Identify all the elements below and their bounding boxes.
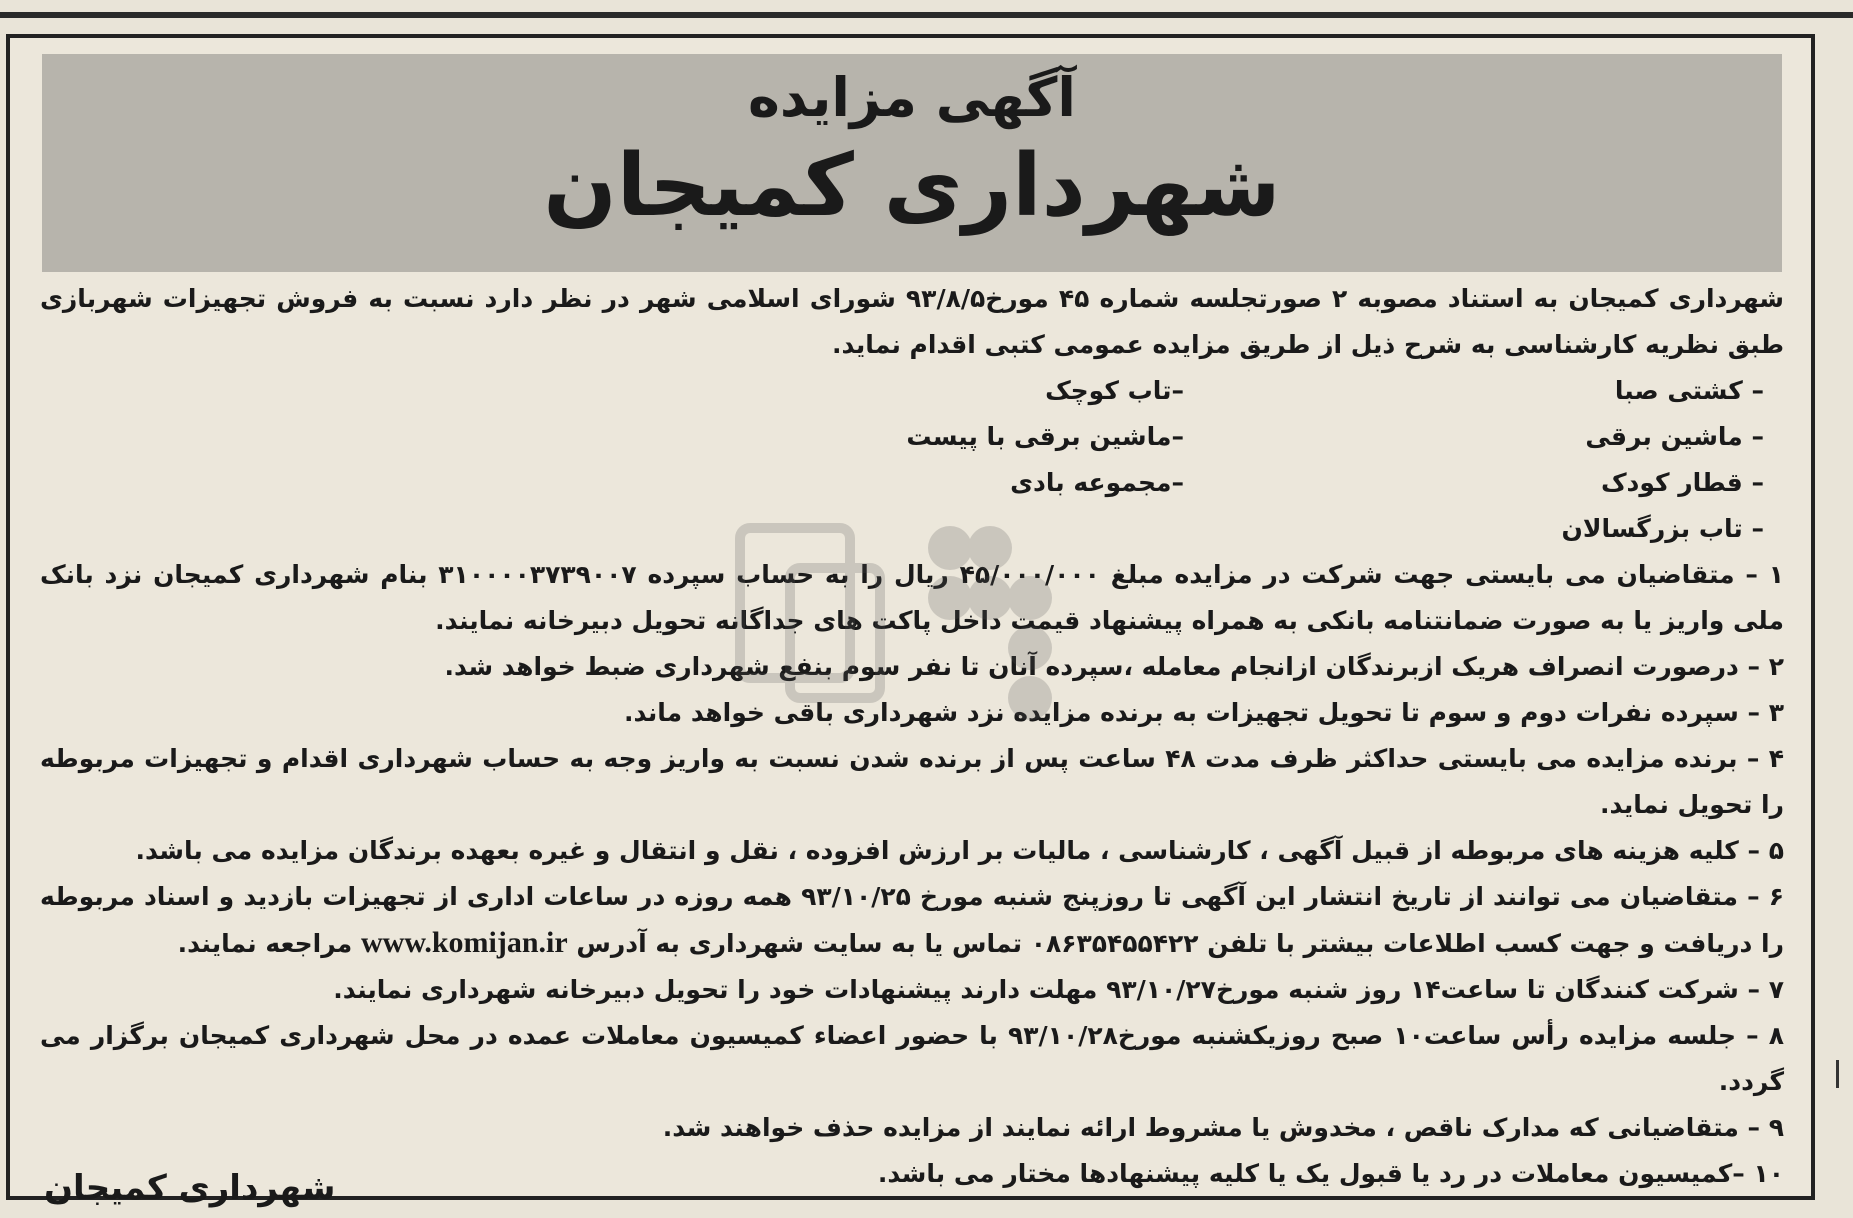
clause-1: ۱ – متقاضیان می بایستی جهت شرکت در مزایده مبلغ ۴۵/۰۰۰/۰۰۰ ریال را به حساب سپرده ۳۱۰۰۰۰۳۷۳۹۰۰۷ بنام شهرداری کمیجان نزد بانک ملی واریز یا به صورت ضمانتنامه بانکی به همراه پیشنهاد قیمت داخل پاکت های جداگانه تحویل دبیرخانه نمایند. bbox=[40, 560, 1784, 635]
notice-title: شهرداری کمیجان bbox=[543, 136, 1281, 236]
intro-paragraph: شهرداری کمیجان به استناد مصوبه ۲ صورتجلسه شماره ۴۵ مورخ۹۳/۸/۵ شورای اسلامی شهر در نظر دارد نسبت به فروش تجهیزات شهربازی طبق نظریه کارشناسی به شرح ذیل از طریق مزایده عمومی کتبی اقدام نماید. bbox=[40, 284, 1784, 359]
notice-body bbox=[40, 276, 1784, 1197]
clause-9: ۹ – متقاضیانی که مدارک ناقص ، مخدوش یا مشروط ارائه نمایند از مزایده حذف خواهند شد. bbox=[662, 1113, 1784, 1142]
edge-mark bbox=[1836, 1060, 1849, 1088]
equipment-item: – تاب بزرگسالان bbox=[1561, 514, 1764, 543]
notice-header bbox=[42, 54, 1782, 272]
equipment-column-left bbox=[664, 368, 1184, 506]
equipment-item: – کشتی صبا bbox=[1614, 376, 1764, 405]
equipment-column-right bbox=[1244, 368, 1764, 552]
notice-kicker: آگهی مزایده bbox=[748, 66, 1076, 129]
clause-6 bbox=[40, 874, 1784, 967]
clause-8: ۸ – جلسه مزایده رأس ساعت۱۰ صبح روزیکشنبه مورخ۹۳/۱۰/۲۸ با حضور اعضاء کمیسیون معاملات عمده در محل شهرداری کمیجان برگزار می گردد. bbox=[40, 1021, 1784, 1096]
equipment-item: – قطار کودک bbox=[1600, 468, 1764, 497]
clause-4: ۴ – برنده مزایده می بایستی حداکثر ظرف مدت ۴۸ ساعت پس از برنده شدن نسبت به واریز وجه به حساب شهرداری اقدام و تجهیزات مربوطه را تحویل نماید. bbox=[40, 744, 1784, 819]
clause-2: ۲ – درصورت انصراف هریک ازبرندگان ازانجام معامله ،سپرده آنان تا نفر سوم بنفع شهرداری ضبط خواهد شد. bbox=[444, 652, 1784, 681]
clause-7: ۷ – شرکت کنندگان تا ساعت۱۴ روز شنبه مورخ۹۳/۱۰/۲۷ مهلت دارند پیشنهادات خود را تحویل دبیرخانه شهرداری نمایند. bbox=[333, 975, 1784, 1004]
signature: شهرداری کمیجان bbox=[44, 1168, 336, 1208]
equipment-item: –ماشین برقی با پیست bbox=[906, 422, 1184, 451]
clause-10: ۱۰ –کمیسیون معاملات در رد یا قبول یک یا کلیه پیشنهادها مختار می باشد. bbox=[877, 1159, 1784, 1188]
website-link[interactable]: www.komijan.ir bbox=[361, 926, 568, 959]
clause-3: ۳ – سپرده نفرات دوم و سوم تا تحویل تجهیزات به برنده مزایده نزد شهرداری باقی خواهد ماند. bbox=[623, 698, 1784, 727]
clause-5: ۵ – کلیه هزینه های مربوطه از قبیل آگهی ، کارشناسی ، مالیات بر ارزش افزوده ، نقل و انتقال و غیره بعهده برندگان مزایده می باشد. bbox=[135, 836, 1784, 865]
notice-frame bbox=[6, 34, 1815, 1208]
clause-6-text: ۶ – متقاضیان می توانند از تاریخ انتشار این آگهی تا روزپنج شنبه مورخ ۹۳/۱۰/۲۵ همه روزه در ساعات اداری از تجهیزات بازدید و اسناد مربوطه را دریافت و جهت کسب اطلاعات بیشتر با تلفن ۰۸۶۳۵۴۵۵۴۲۲ تماس یا به سایت شهرداری به آدرس bbox=[40, 882, 1784, 958]
clause-6-ending: مراجعه نمایند. bbox=[177, 929, 353, 958]
equipment-item: –مجموعه بادی bbox=[1010, 468, 1184, 497]
equipment-list bbox=[40, 368, 1784, 552]
equipment-item: –تاب کوچک bbox=[1045, 376, 1184, 405]
top-rule bbox=[0, 12, 1853, 18]
equipment-item: – ماشین برقی bbox=[1585, 422, 1764, 451]
